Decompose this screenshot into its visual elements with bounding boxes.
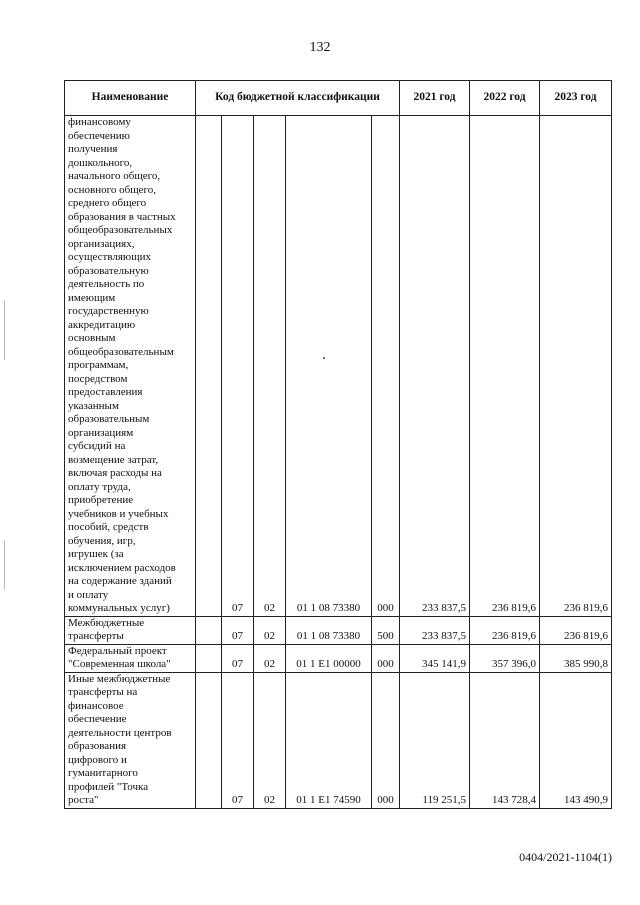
row-subsection: 02 [254,644,286,672]
row-name: Иные межбюджетные трансферты на финансовое обеспечение деятельности центров образования цифрового и гуманитарного профилей "Точка роста" [65,672,196,808]
row-vr: 000 [372,644,400,672]
row-2021: 233 837,5 [400,116,470,617]
document-code: 0404/2021-1104(1) [519,850,612,864]
budget-table [64,80,612,809]
table-row [65,616,612,644]
row-2023: 385 990,8 [540,644,612,672]
header-code: Код бюджетной классификации [196,81,400,116]
row-spacer [196,644,222,672]
table-row [65,116,612,617]
row-2023: 236 819,6 [540,116,612,617]
row-target: 01 1 08 73380 [286,616,372,644]
header-2022: 2022 год [470,81,540,116]
row-vr: 500 [372,616,400,644]
row-section: 07 [222,672,254,808]
scan-edge-mark [4,300,5,360]
row-2022: 143 728,4 [470,672,540,808]
scan-edge-mark [4,540,5,590]
row-target: 01 1 08 73380 [286,116,372,617]
row-2023: 236 819,6 [540,616,612,644]
table-row [65,672,612,808]
row-2022: 357 396,0 [470,644,540,672]
header-2023: 2023 год [540,81,612,116]
row-2021: 345 141,9 [400,644,470,672]
row-spacer [196,116,222,617]
row-subsection: 02 [254,616,286,644]
row-subsection: 02 [254,116,286,617]
row-2023: 143 490,9 [540,672,612,808]
row-2022: 236 819,6 [470,116,540,617]
table-row [65,644,612,672]
row-subsection: 02 [254,672,286,808]
row-name: Межбюджетные трансферты [65,616,196,644]
row-target: 01 1 E1 00000 [286,644,372,672]
page-number: 132 [309,40,331,55]
header-2021: 2021 год [400,81,470,116]
header-row [65,81,612,116]
row-section: 07 [222,616,254,644]
row-section: 07 [222,116,254,617]
row-vr: 000 [372,116,400,617]
row-2021: 233 837,5 [400,616,470,644]
row-name: Федеральный проект "Современная школа" [65,644,196,672]
row-vr: 000 [372,672,400,808]
row-name: финансовому обеспечению получения дошкольного, начального общего, основного общего, среднего общего образования в частных общеобразовательных организациях, осуществляющих образовательную деятельность по имеющим государственную аккредитацию основным общеобразовательным программам, посредством предоставления указанным образовательным организациям субсидий на возмещение затрат, включая расходы на оплату труда, приобретение учебников и учебных пособий, средств обучения, игр, игрушек (за исключением расходов на содержание зданий и оплату коммунальных услуг) [65,116,196,617]
row-2022: 236 819,6 [470,616,540,644]
row-section: 07 [222,644,254,672]
row-target: 01 1 E1 74590 [286,672,372,808]
row-spacer [196,616,222,644]
row-2021: 119 251,5 [400,672,470,808]
header-name: Наименование [65,81,196,116]
row-spacer [196,672,222,808]
